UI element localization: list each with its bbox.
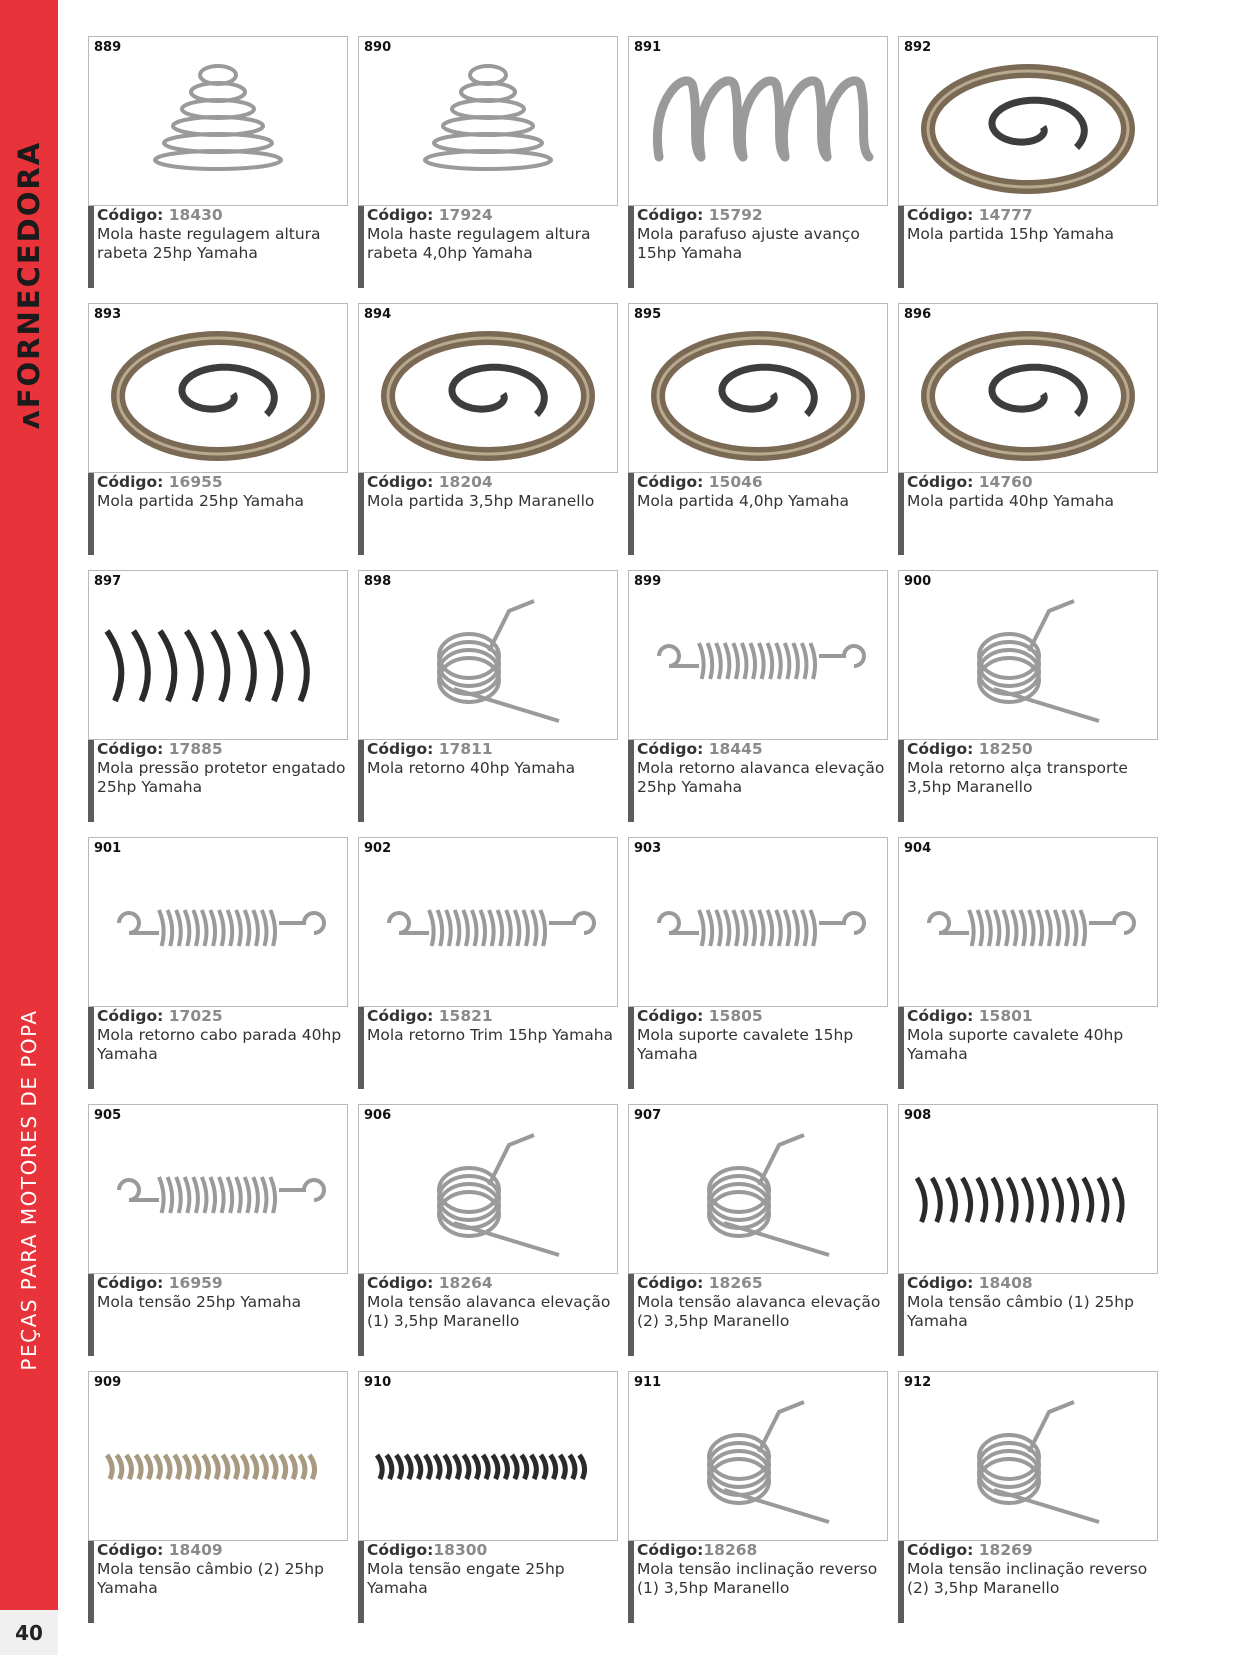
code-label: Código: [97, 206, 164, 224]
product-name: Mola pressão protetor engatado 25hp Yamaha [97, 759, 346, 796]
product-photo [898, 570, 1158, 740]
compression-spring-icon [89, 571, 347, 739]
product-code: 18445 [703, 740, 763, 758]
torsion-spring-icon [629, 1372, 887, 1540]
item-number: 896 [904, 307, 932, 322]
torsion-spring-icon [899, 571, 1157, 739]
product-code: 16955 [163, 473, 223, 491]
item-number: 911 [634, 1375, 662, 1390]
item-number: 890 [364, 40, 392, 55]
conical-spring-icon [359, 37, 617, 205]
item-number: 904 [904, 841, 932, 856]
product-photo [628, 837, 888, 1007]
extension-spring-icon [629, 838, 887, 1006]
product-description [358, 206, 616, 288]
product-name: Mola retorno cabo parada 40hp Yamaha [97, 1026, 342, 1063]
extension-spring-icon [629, 571, 887, 739]
item-number: 908 [904, 1108, 932, 1123]
code-label: Código: [367, 1541, 434, 1559]
product-photo [358, 36, 618, 206]
code-label: Código: [367, 740, 434, 758]
item-number: 898 [364, 574, 392, 589]
product-name: Mola tensão câmbio (2) 25hp Yamaha [97, 1560, 324, 1597]
spiral-spring-icon [359, 304, 617, 472]
product-description [898, 1007, 1156, 1089]
code-label: Código: [367, 1274, 434, 1292]
product-photo [88, 36, 348, 206]
product-description [898, 1274, 1156, 1356]
product-photo [898, 36, 1158, 206]
code-label: Código: [97, 473, 164, 491]
compression-spring-icon [359, 1372, 617, 1540]
item-number: 895 [634, 307, 662, 322]
code-label: Código: [637, 1541, 704, 1559]
torsion-spring-icon [359, 571, 617, 739]
product-photo [898, 1104, 1158, 1274]
product-card [898, 570, 1158, 822]
product-code: 17025 [163, 1007, 223, 1025]
product-photo [88, 570, 348, 740]
product-code: 17811 [433, 740, 493, 758]
code-label: Código: [367, 473, 434, 491]
product-name: Mola suporte cavalete 40hp Yamaha [907, 1026, 1124, 1063]
torsion-spring-icon [359, 1105, 617, 1273]
product-description [88, 1541, 346, 1623]
product-photo [898, 303, 1158, 473]
item-number: 889 [94, 40, 122, 55]
product-photo [628, 36, 888, 206]
product-name: Mola retorno 40hp Yamaha [367, 759, 576, 777]
code-label: Código: [907, 473, 974, 491]
code-label: Código: [907, 206, 974, 224]
product-card [628, 36, 888, 288]
product-photo [358, 303, 618, 473]
item-number: 892 [904, 40, 932, 55]
product-description [88, 1007, 346, 1089]
spiral-spring-icon [89, 304, 347, 472]
product-code: 18269 [973, 1541, 1033, 1559]
product-description [358, 473, 616, 555]
product-description [358, 1274, 616, 1356]
product-card [358, 570, 618, 822]
code-label: Código: [907, 1541, 974, 1559]
coil-spring-icon [629, 37, 887, 205]
product-description [358, 1541, 616, 1623]
item-number: 909 [94, 1375, 122, 1390]
code-label: Código: [637, 1007, 704, 1025]
spiral-spring-icon [899, 304, 1157, 472]
product-photo [628, 1371, 888, 1541]
product-photo [358, 1104, 618, 1274]
product-photo [898, 837, 1158, 1007]
extension-spring-icon [899, 838, 1157, 1006]
product-description [898, 740, 1156, 822]
sidebar [0, 0, 58, 1610]
conical-spring-icon [89, 37, 347, 205]
product-name: Mola partida 4,0hp Yamaha [637, 492, 849, 510]
product-card [88, 36, 348, 288]
product-code: 18204 [433, 473, 493, 491]
product-photo [88, 837, 348, 1007]
product-description [628, 1274, 886, 1356]
product-photo [628, 1104, 888, 1274]
item-number: 902 [364, 841, 392, 856]
item-number: 893 [94, 307, 122, 322]
product-grid [88, 36, 1158, 1623]
product-card [88, 1104, 348, 1356]
code-label: Código: [907, 740, 974, 758]
code-label: Código: [637, 206, 704, 224]
product-code: 14760 [973, 473, 1033, 491]
product-card [898, 1104, 1158, 1356]
item-number: 905 [94, 1108, 122, 1123]
product-card [898, 36, 1158, 288]
item-number: 891 [634, 40, 662, 55]
extension-spring-icon [359, 838, 617, 1006]
product-description [898, 206, 1156, 288]
product-photo [628, 303, 888, 473]
product-code: 18409 [163, 1541, 223, 1559]
product-code: 18430 [163, 206, 223, 224]
product-card [898, 837, 1158, 1089]
product-photo [88, 1371, 348, 1541]
product-description [88, 1274, 346, 1356]
product-card [898, 1371, 1158, 1623]
item-number: 897 [94, 574, 122, 589]
product-code: 18250 [973, 740, 1033, 758]
product-name: Mola tensão alavanca elevação (1) 3,5hp Maranello [367, 1293, 611, 1330]
item-number: 910 [364, 1375, 392, 1390]
product-name: Mola partida 15hp Yamaha [907, 225, 1115, 243]
product-code: 15801 [973, 1007, 1033, 1025]
section-title: PEÇAS PARA MOTORES DE POPA [17, 1009, 41, 1371]
item-number: 912 [904, 1375, 932, 1390]
product-card [628, 1371, 888, 1623]
item-number: 900 [904, 574, 932, 589]
product-code: 15821 [433, 1007, 493, 1025]
product-photo [358, 570, 618, 740]
item-number: 899 [634, 574, 662, 589]
code-label: Código: [97, 1274, 164, 1292]
item-number: 907 [634, 1108, 662, 1123]
product-code: 18408 [973, 1274, 1033, 1292]
product-code: 16959 [163, 1274, 223, 1292]
product-photo [88, 303, 348, 473]
product-card [88, 570, 348, 822]
product-photo [898, 1371, 1158, 1541]
product-code: 18300 [433, 1541, 488, 1559]
product-photo [358, 837, 618, 1007]
product-code: 18268 [703, 1541, 758, 1559]
product-name: Mola tensão alavanca elevação (2) 3,5hp Maranello [637, 1293, 881, 1330]
code-label: Código: [367, 1007, 434, 1025]
code-label: Código: [97, 1541, 164, 1559]
code-label: Código: [637, 740, 704, 758]
product-card [358, 1104, 618, 1356]
code-label: Código: [637, 473, 704, 491]
product-name: Mola haste regulagem altura rabeta 25hp Yamaha [97, 225, 321, 262]
product-description [628, 206, 886, 288]
product-description [88, 740, 346, 822]
product-name: Mola retorno alça transporte 3,5hp Maranello [907, 759, 1128, 796]
product-description [358, 740, 616, 822]
compression-spring-icon [899, 1105, 1157, 1273]
product-description [358, 1007, 616, 1089]
code-label: Código: [97, 740, 164, 758]
code-label: Código: [907, 1274, 974, 1292]
brand-logo: ʌFORNECEDORA [12, 140, 46, 430]
product-card [88, 303, 348, 555]
product-name: Mola haste regulagem altura rabeta 4,0hp Yamaha [367, 225, 591, 262]
product-card [628, 837, 888, 1089]
product-name: Mola parafuso ajuste avanço 15hp Yamaha [637, 225, 860, 262]
product-name: Mola tensão 25hp Yamaha [97, 1293, 302, 1311]
code-label: Código: [907, 1007, 974, 1025]
product-card [628, 570, 888, 822]
extension-spring-icon [89, 1105, 347, 1273]
item-number: 901 [94, 841, 122, 856]
product-card [88, 837, 348, 1089]
code-label: Código: [97, 1007, 164, 1025]
product-code: 15046 [703, 473, 763, 491]
product-code: 17924 [433, 206, 493, 224]
product-card [358, 36, 618, 288]
product-code: 15792 [703, 206, 763, 224]
product-photo [628, 570, 888, 740]
torsion-spring-icon [899, 1372, 1157, 1540]
product-name: Mola retorno alavanca elevação 25hp Yamaha [637, 759, 885, 796]
product-name: Mola partida 3,5hp Maranello [367, 492, 595, 510]
product-description [628, 740, 886, 822]
page-number: 40 [0, 1610, 58, 1655]
product-code: 18265 [703, 1274, 763, 1292]
code-label: Código: [367, 206, 434, 224]
product-description [88, 206, 346, 288]
product-code: 14777 [973, 206, 1033, 224]
product-card [898, 303, 1158, 555]
product-photo [88, 1104, 348, 1274]
product-card [628, 303, 888, 555]
product-name: Mola retorno Trim 15hp Yamaha [367, 1026, 614, 1044]
product-card [628, 1104, 888, 1356]
product-name: Mola tensão engate 25hp Yamaha [367, 1560, 565, 1597]
product-description [628, 1007, 886, 1089]
extension-spring-icon [89, 838, 347, 1006]
spiral-spring-icon [629, 304, 887, 472]
product-card [358, 837, 618, 1089]
product-code: 15805 [703, 1007, 763, 1025]
product-name: Mola tensão câmbio (1) 25hp Yamaha [907, 1293, 1134, 1330]
product-card [88, 1371, 348, 1623]
compression-spring-icon [89, 1372, 347, 1540]
product-name: Mola partida 40hp Yamaha [907, 492, 1115, 510]
product-name: Mola tensão inclinação reverso (1) 3,5hp Maranello [637, 1560, 878, 1597]
product-code: 18264 [433, 1274, 493, 1292]
product-code: 17885 [163, 740, 223, 758]
product-description [628, 473, 886, 555]
item-number: 906 [364, 1108, 392, 1123]
product-name: Mola tensão inclinação reverso (2) 3,5hp Maranello [907, 1560, 1148, 1597]
product-description [628, 1541, 886, 1623]
spiral-spring-icon [899, 37, 1157, 205]
product-description [88, 473, 346, 555]
torsion-spring-icon [629, 1105, 887, 1273]
product-name: Mola suporte cavalete 15hp Yamaha [637, 1026, 854, 1063]
item-number: 903 [634, 841, 662, 856]
code-label: Código: [637, 1274, 704, 1292]
product-card [358, 303, 618, 555]
product-description [898, 1541, 1156, 1623]
product-photo [358, 1371, 618, 1541]
product-description [898, 473, 1156, 555]
item-number: 894 [364, 307, 392, 322]
product-name: Mola partida 25hp Yamaha [97, 492, 305, 510]
product-card [358, 1371, 618, 1623]
